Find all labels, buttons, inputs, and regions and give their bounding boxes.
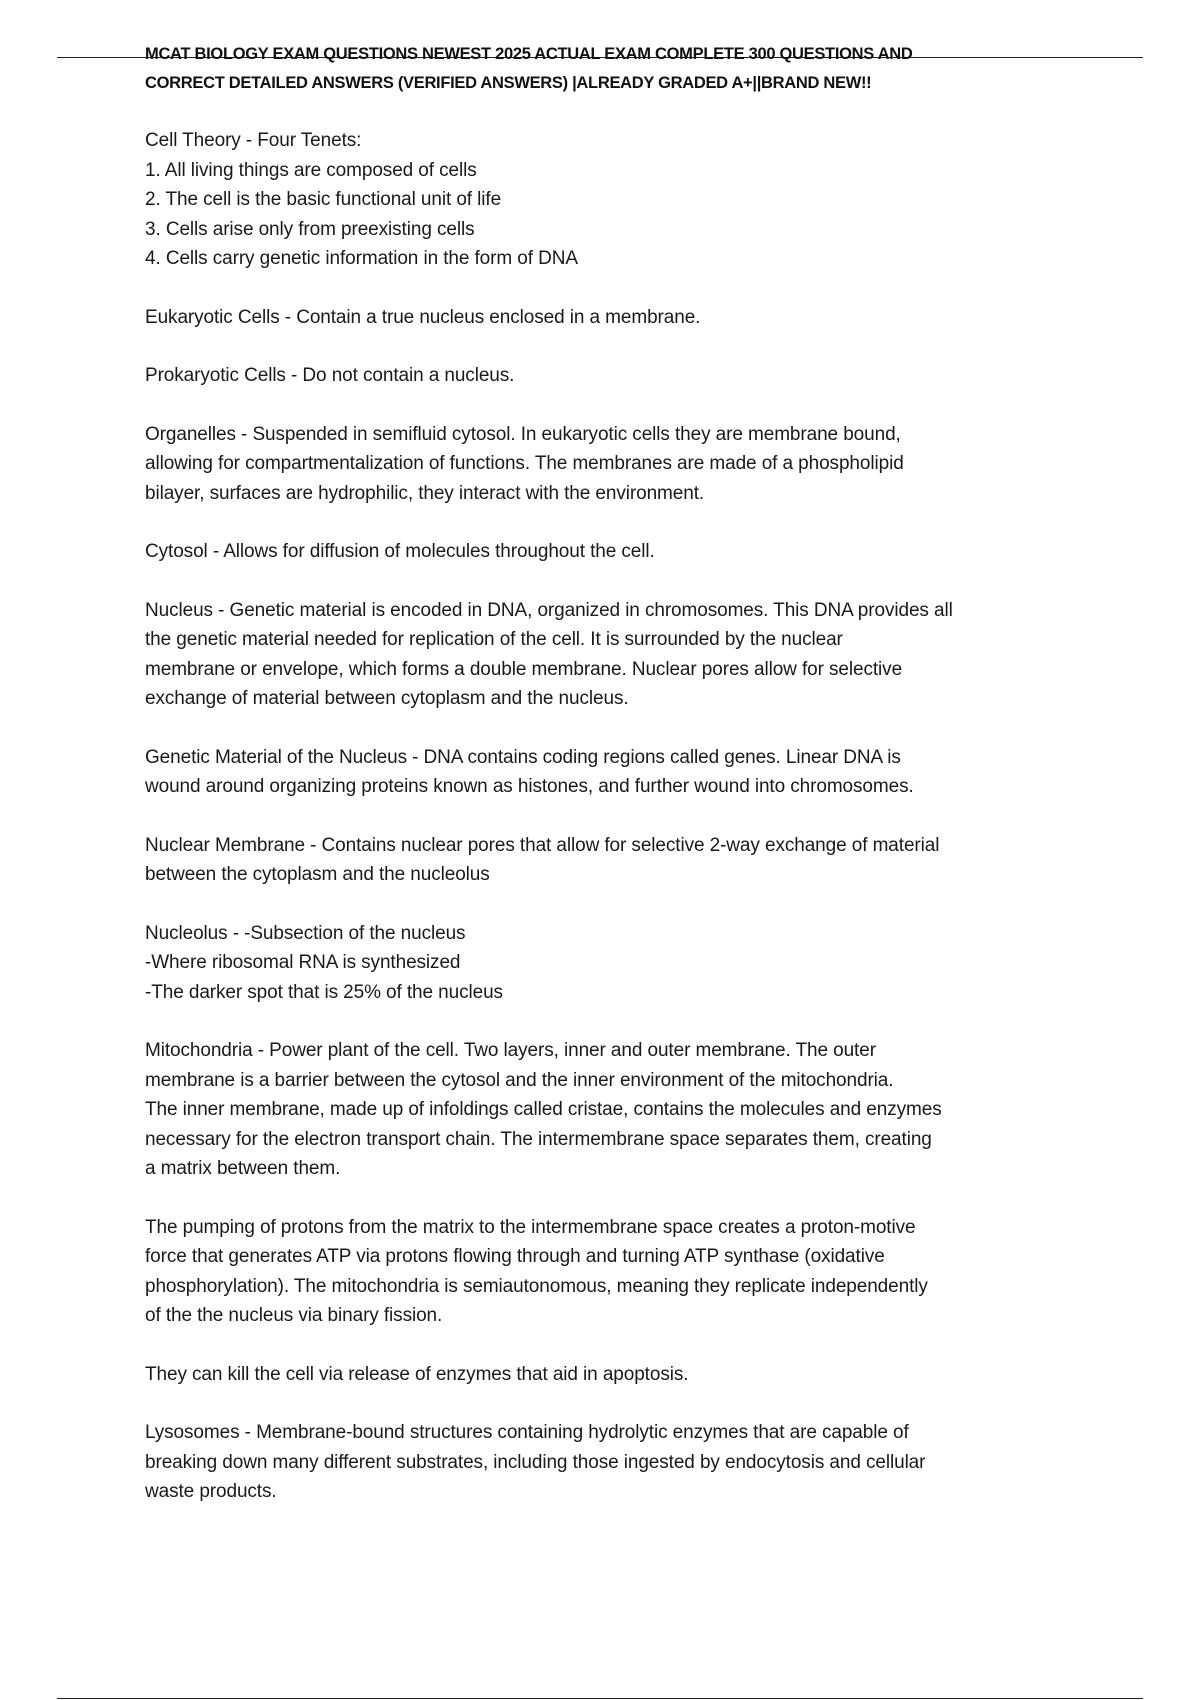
text-line: They can kill the cell via release of enzymes that aid in apoptosis. <box>145 1363 689 1385</box>
text-line: The pumping of protons from the matrix to the intermembrane space creates a proton-motive <box>145 1216 916 1238</box>
paragraph <box>145 831 1095 890</box>
paragraph <box>145 743 1095 802</box>
text-line: Lysosomes - Membrane-bound structures containing hydrolytic enzymes that are capable of <box>145 1422 909 1443</box>
paragraph <box>145 596 1095 714</box>
text-line: -Where ribosomal RNA is synthesized <box>145 952 461 973</box>
text-line: membrane or envelope, which forms a double membrane. Nuclear pores allow for selective <box>145 658 903 680</box>
text-line: a matrix between them. <box>145 1158 341 1179</box>
paragraph <box>145 1360 1095 1390</box>
header-line: MCAT BIOLOGY EXAM QUESTIONS NEWEST 2025 ACTUAL EXAM COMPLETE 300 QUESTIONS AND <box>145 45 913 63</box>
paragraph <box>145 303 1095 333</box>
text-line: Cytosol - Allows for diffusion of molecules throughout the cell. <box>145 541 655 562</box>
text-line: 3. Cells arise only from preexisting cells <box>145 218 475 240</box>
text-line: force that generates ATP via protons flowing through and turning ATP synthase (oxidative <box>145 1246 885 1267</box>
text-line: wound around organizing proteins known as histones, and further wound into chromosomes. <box>145 776 914 797</box>
paragraph <box>145 537 1095 567</box>
text-line: waste products. <box>145 1481 277 1502</box>
text-line: Organelles - Suspended in semifluid cytosol. In eukaryotic cells they are membrane bound, <box>145 423 901 445</box>
document-body <box>145 126 1095 1536</box>
paragraph <box>145 919 1095 1008</box>
text-line: Nucleus - Genetic material is encoded in DNA, organized in chromosomes. This DNA provides all <box>145 599 953 621</box>
text-line: The inner membrane, made up of infoldings called cristae, contains the molecules and enzymes <box>145 1099 942 1120</box>
text-line: exchange of material between cytoplasm and the nucleus. <box>145 688 629 709</box>
text-line: phosphorylation). The mitochondria is semiautonomous, meaning they replicate independently <box>145 1275 928 1297</box>
header-line: CORRECT DETAILED ANSWERS (VERIFIED ANSWERS) |ALREADY GRADED A+||BRAND NEW!! <box>145 74 872 92</box>
text-line: Eukaryotic Cells - Contain a true nucleus enclosed in a membrane. <box>145 306 701 328</box>
text-line: Prokaryotic Cells - Do not contain a nucleus. <box>145 365 515 386</box>
paragraph <box>145 361 1095 391</box>
text-line: 4. Cells carry genetic information in the form of DNA <box>145 248 578 269</box>
text-line: Cell Theory - Four Tenets: <box>145 130 362 151</box>
text-line: the genetic material needed for replication of the cell. It is surrounded by the nuclear <box>145 629 843 650</box>
text-line: of the the nucleus via binary fission. <box>145 1305 443 1326</box>
text-line: membrane is a barrier between the cytosol and the inner environment of the mitochondria. <box>145 1069 894 1091</box>
text-line: necessary for the electron transport chain. The intermembrane space separates them, creating <box>145 1128 932 1150</box>
document-header <box>145 40 1105 98</box>
paragraph <box>145 1213 1095 1331</box>
paragraph <box>145 126 1095 274</box>
text-line: -The darker spot that is 25% of the nucleus <box>145 981 503 1003</box>
paragraph <box>145 1036 1095 1184</box>
text-line: between the cytoplasm and the nucleolus <box>145 864 490 885</box>
bottom-rule <box>57 1698 1143 1699</box>
text-line: 2. The cell is the basic functional unit of life <box>145 189 502 210</box>
text-line: 1. All living things are composed of cells <box>145 159 477 181</box>
text-line: Nuclear Membrane - Contains nuclear pores that allow for selective 2-way exchange of material <box>145 834 940 856</box>
text-line: Nucleolus - -Subsection of the nucleus <box>145 922 466 944</box>
paragraph <box>145 1418 1095 1507</box>
text-line: Genetic Material of the Nucleus - DNA contains coding regions called genes. Linear DNA is <box>145 746 901 768</box>
text-line: allowing for compartmentalization of functions. The membranes are made of a phospholipid <box>145 453 904 474</box>
text-line: breaking down many different substrates, including those ingested by endocytosis and cellular <box>145 1451 926 1473</box>
text-line: bilayer, surfaces are hydrophilic, they interact with the environment. <box>145 482 705 504</box>
paragraph <box>145 420 1095 509</box>
text-line: Mitochondria - Power plant of the cell. Two layers, inner and outer membrane. The outer <box>145 1040 876 1061</box>
